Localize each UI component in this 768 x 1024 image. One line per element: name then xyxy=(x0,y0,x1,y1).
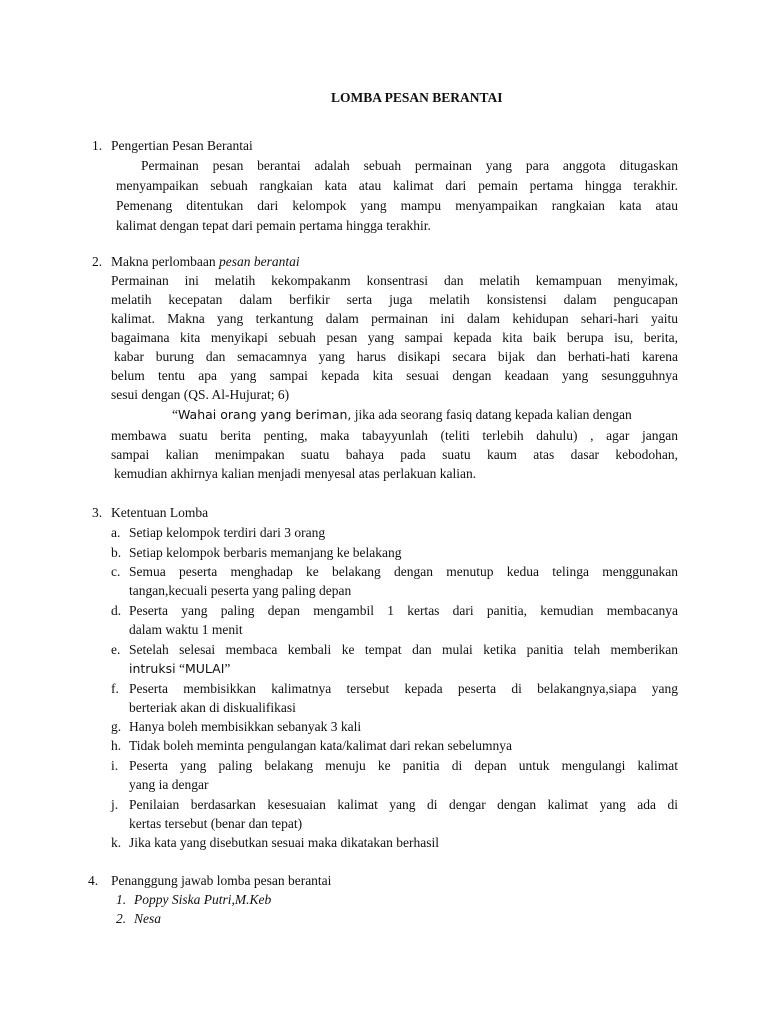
section-2-line: bagaimana kita menyikapi sebuah pesan yang sampai kepada kita baik berupa isu, berita, xyxy=(111,330,678,345)
section-1-line: menyampaikan sebuah rangkaian kata atau kalimat dari pemain pertama hingga terakhir. xyxy=(116,178,678,193)
rule-text: Semua peserta menghadap ke belakang dengan menutup kedua telinga menggunakan xyxy=(129,564,678,579)
section-3-number: 3. xyxy=(92,505,103,520)
rule-text: Tidak boleh meminta pengulangan kata/kalimat dari rekan sebelumnya xyxy=(129,738,513,753)
person-name: Poppy Siska Putri,M.Keb xyxy=(134,892,272,907)
quote-line: kemudian akhirnya kalian menjadi menyesal atas perlakuan kalian. xyxy=(114,466,477,481)
rule-text: Setiap kelompok berbaris memanjang ke belakang xyxy=(129,545,402,560)
quote-rest: jika ada seorang fasiq datang kepada kalian dengan xyxy=(351,407,632,422)
quote-line: sampai kalian menimpakan suatu bahaya pada suatu kaum atas dasar kebodohan, xyxy=(111,447,678,462)
rule-marker: b. xyxy=(111,545,122,560)
rule-text-continued: dalam waktu 1 menit xyxy=(129,622,243,637)
section-4-number: 4. xyxy=(88,873,99,888)
section-2-line: melatih kecepatan dalam berfikir serta juga melatih konsistensi dalam pengucapan xyxy=(111,292,678,307)
quote-handwritten: Wahai orang yang beriman, xyxy=(178,407,352,422)
section-3-heading: Ketentuan Lomba xyxy=(111,505,209,520)
rule-marker: i. xyxy=(111,758,119,773)
person-marker: 2. xyxy=(116,911,127,926)
section-2-line: sesui dengan (QS. Al-Hujurat; 6) xyxy=(111,387,290,402)
section-4-heading: Penanggung jawab lomba pesan berantai xyxy=(111,873,332,888)
rule-text: Peserta yang paling belakang menuju ke panitia di depan untuk mengulangi kalimat xyxy=(129,758,678,773)
section-2-line: kabar burung dan semacamnya yang harus disikapi secara bijak dan berhati-hati karena xyxy=(114,349,678,364)
section-2-line: kalimat. Makna yang terkantung dalam permainan ini dalam kehidupan sehari-hari yaitu xyxy=(111,311,678,326)
rule-marker: g. xyxy=(111,719,122,734)
quote-close: ” xyxy=(224,661,231,676)
quote-line: membawa suatu berita penting, maka tabayyunlah (teliti terlebih dahulu) , agar jangan xyxy=(111,428,678,443)
rule-marker: a. xyxy=(111,525,121,540)
rule-text-continued: kertas tersebut (benar dan tepat) xyxy=(129,816,303,831)
rule-text: Setiap kelompok terdiri dari 3 orang xyxy=(129,525,326,540)
rule-text: Penilaian berdasarkan kesesuaian kalimat yang di dengar dengan kalimat yang ada di xyxy=(129,797,678,812)
rule-marker: j. xyxy=(111,797,119,812)
rule-text-continued: tangan,kecuali peserta yang paling depan xyxy=(129,583,352,598)
rule-text: Jika kata yang disebutkan sesuai maka dikatakan berhasil xyxy=(129,835,440,850)
section-1-line: kalimat dengan tepat dari pemain pertama hingga terakhir. xyxy=(116,218,431,233)
rule-marker: f. xyxy=(111,681,119,696)
section-1-line: Pemenang ditentukan dari kelompok yang mampu menyampaikan rangkaian kata atau xyxy=(116,198,678,213)
instruction-word: intruksi xyxy=(129,661,176,676)
rule-text-continued: berteriak akan di diskualifikasi xyxy=(129,700,296,715)
document-title: LOMBA PESAN BERANTAI xyxy=(331,90,503,105)
rule-text: Setelah selesai membaca kembali ke tempat dan mulai ketika panitia telah memberikan xyxy=(129,642,678,657)
quote-open-mark: “ xyxy=(172,407,178,422)
section-2-heading xyxy=(111,252,300,271)
section-1-heading: Pengertian Pesan Berantai xyxy=(111,138,253,153)
mulai-word: MULAI xyxy=(184,661,225,676)
section-2-number: 2. xyxy=(92,254,103,269)
rule-text: Hanya boleh membisikkan sebanyak 3 kali xyxy=(129,719,362,734)
rule-text: Peserta yang paling depan mengambil 1 kertas dari panitia, kemudian membacanya xyxy=(129,603,678,618)
section-2-line: Permainan ini melatih kekompakanm konsentrasi dan melatih kemampuan menyimak, xyxy=(111,273,678,288)
section-2-heading-prefix: Makna perlombaan xyxy=(111,254,219,269)
person-name: Nesa xyxy=(134,911,161,926)
rule-marker: e. xyxy=(111,642,121,657)
rule-text-continued xyxy=(129,659,230,678)
section-2-line: belum tentu apa yang sampai kepada kita sesuai dengan keadaan yang sesungguhnya xyxy=(111,368,678,383)
section-2-heading-italic: pesan berantai xyxy=(218,254,300,269)
section-1-number: 1. xyxy=(92,138,103,153)
rule-text: Peserta membisikkan kalimatnya tersebut kepada peserta di belakangnya,siapa yang xyxy=(129,681,678,696)
rule-marker: d. xyxy=(111,603,122,618)
person-marker: 1. xyxy=(116,892,127,907)
quote-open: “ xyxy=(175,661,185,676)
section-1-line: Permainan pesan berantai adalah sebuah permainan yang para anggota ditugaskan xyxy=(141,158,678,173)
rule-marker: k. xyxy=(111,835,122,850)
rule-marker: c. xyxy=(111,564,121,579)
rule-text-continued: yang ia dengar xyxy=(129,777,209,792)
quote-first-line xyxy=(172,405,678,424)
rule-marker: h. xyxy=(111,738,122,753)
